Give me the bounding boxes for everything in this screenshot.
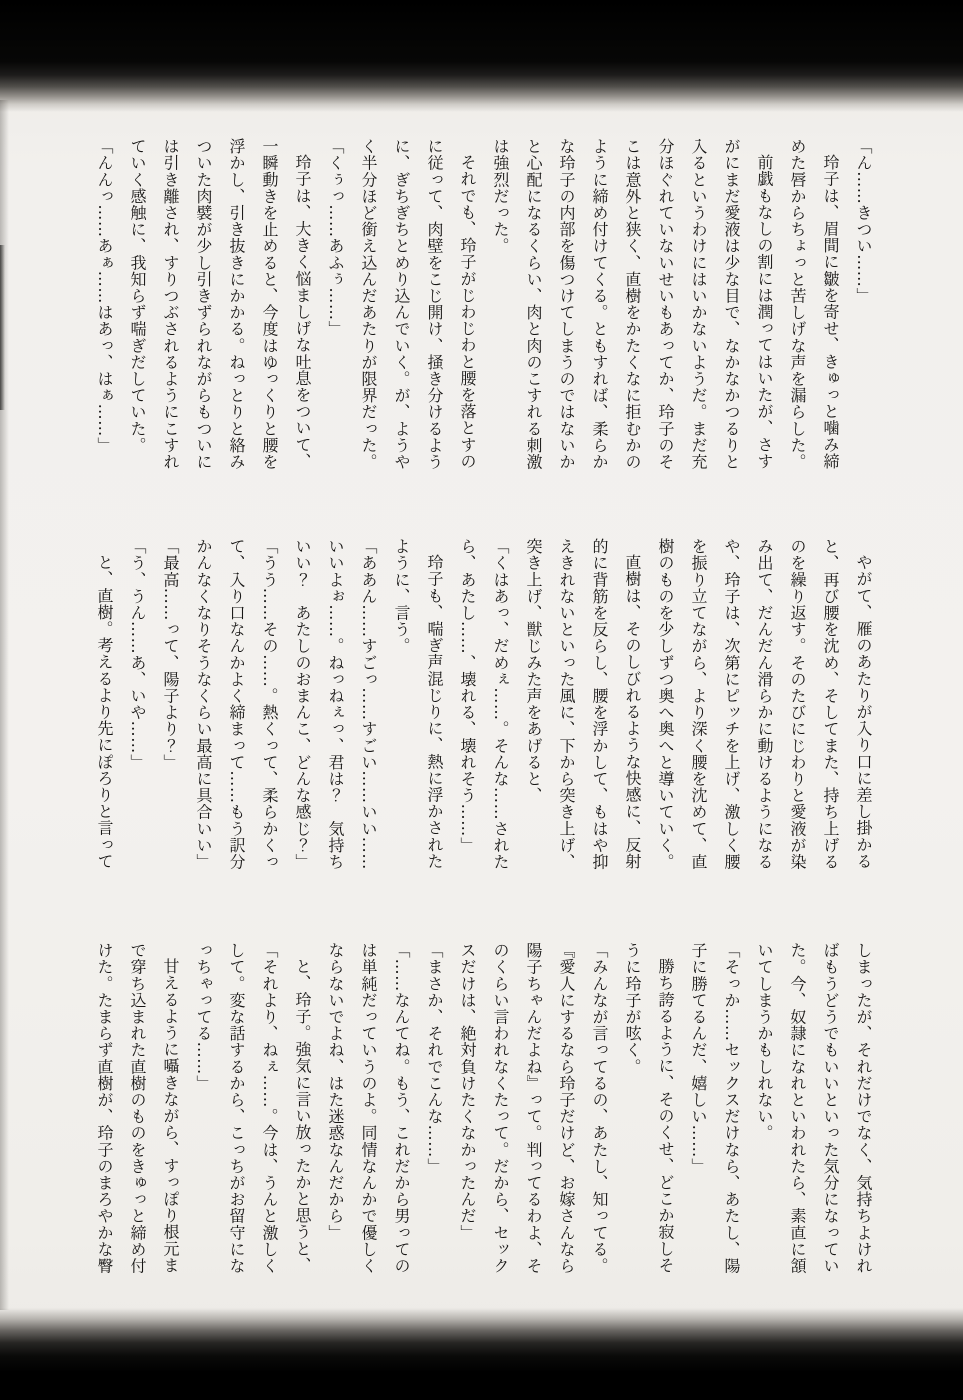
paragraph: 「みんなが言ってるの、あたし、知ってる。『愛人にするなら玲子だけど、お嫁さんなら陽子ちゃんだよね』って。判ってるわよ、そのくらい言われなくたって。だから、セックスだけは、絶対負けたくなかったんだ」 — [458, 942, 609, 1274]
paragraph: やがて、雁のあたりが入り口に差し掛かると、再び腰を沈め、そしてまた、持ち上げるのを繰り返す。そのたびにじわりと愛液が染み出て、だんだん滑らかに動けるようになるや、玲子は、次第にピッチを上げ、激しく腰を振り立てながら、より深く腰を沈めて、直樹のものを少しずつ奥へ奥へと導いていく。 — [656, 538, 873, 870]
paragraph: 「まさか、それでこんな……」 — [425, 942, 444, 1175]
scan-edge-left-dark-streak — [0, 245, 5, 410]
paragraph: と、直樹。考えるより先にぽろりと言って — [95, 554, 114, 870]
paragraph: 「ん……きつい……」 — [854, 138, 873, 304]
scan-edge-left — [0, 100, 9, 1310]
paragraph: 前戯もなしの割には潤ってはいたが、さすがにまだ愛液は少な目で、なかなかつるりと入るというわけにはいかないようだ。まだ充分ほぐれていないせいもあってか、玲子のそこは意外と狭く、直樹をかたくなに拒むかのように締め付けてくる。ともすれば、柔らかな玲子の内部を傷つけてしまうのではないかと心配になるくらい、肉と肉のこすれる刺激は強烈だった。 — [491, 138, 774, 470]
paragraph: 「……なんてね。もう、これだから男ってのは単純だっていうのよ。同情なんかで優しくならないでよね、はた迷惑なんだから」 — [326, 942, 411, 1274]
text-block-top — [72, 138, 880, 474]
paragraph: 玲子も、喘ぎ声混じりに、熱に浮かされたように、言う。 — [392, 538, 444, 870]
paragraph: 「くはあっ、だめぇ……。そんな……されたら、あたし……、壊れる、壊れそう……」 — [458, 538, 510, 870]
paragraph: 「最高……って、陽子より？」 — [161, 538, 180, 771]
paragraph: 「う、うん……あ、いや……」 — [128, 538, 147, 771]
paragraph: しまったが、それだけでなく、気持ちよければもうどうでもいいといった気分になっていた。今、奴隷になれといわれたら、素直に頷いてしまうかもしれない。 — [755, 942, 873, 1274]
scan-edge-top — [0, 0, 963, 112]
paragraph: 玲子は、大きく悩ましげな吐息をついて、一瞬動きを止めると、今度はゆっくりと腰を浮かし、引き抜きにかかる。ねっとりと絡みついた肉襞が少し引きずられながらもついには引き離され、すりつぶされるようにこすれていく感触に、我知らず喘ぎだしていた。 — [128, 138, 312, 470]
paragraph: 「くぅっ……あふぅ……」 — [326, 138, 345, 338]
paragraph: 勝ち誇るように、そのくせ、どこか寂しそうに玲子が呟く。 — [623, 942, 675, 1274]
paragraph: 甘えるように囁きながら、すっぽり根元まで穿ち込まれた直樹のものをきゅっと締め付けた。たまらず直樹が、玲子のまろやかな臀 — [95, 942, 180, 1274]
paragraph: 「うう……その……。熱くって、柔らかくって、入り口なんかよく締まって……もう訳分かんなくなりそうなくらい最高に具合いい」 — [194, 538, 279, 870]
paragraph: 直樹は、そのしびれるような快感に、反射的に背筋を反らし、腰を浮かして、もはや抑えきれないといった風に、下から突き上げ、突き上げ、獣じみた声をあげると、 — [524, 538, 642, 870]
paragraph: 「ああん……すごっ……すごい……いい……いいよぉ……。ねっねぇっ、君は？ 気持ちいい？ あたしのおまんこ、どんな感じ？」 — [293, 538, 378, 870]
paragraph: それでも、玲子がじわじわと腰を落とすのに従って、肉壁をこじ開け、掻き分けるように、ぎちぎちとめり込んでいく。が、ようやく半分ほど銜え込んだあたりが限界だった。 — [359, 138, 477, 470]
paragraph: と、玲子。強気に言い放ったかと思うと、 — [293, 958, 312, 1274]
scan-edge-bottom — [0, 1308, 963, 1400]
paragraph: 玲子は、眉間に皺を寄せ、きゅっと噛み締めた唇からちょっと苦しげな声を漏らした。 — [788, 138, 840, 470]
paragraph: 「それより、ねぇ……。今は、うんと激しくして。変な話するから、こっちがお留守になっちゃってる……」 — [194, 942, 279, 1274]
text-block-middle — [72, 538, 880, 874]
text-block-bottom — [72, 942, 880, 1278]
paragraph: 「そっか……セックスだけなら、あたし、陽子に勝てるんだ、嬉しい……」 — [689, 942, 741, 1274]
paragraph: 「んんっ……あぁ……はあっ、はぁ……」 — [95, 138, 114, 454]
